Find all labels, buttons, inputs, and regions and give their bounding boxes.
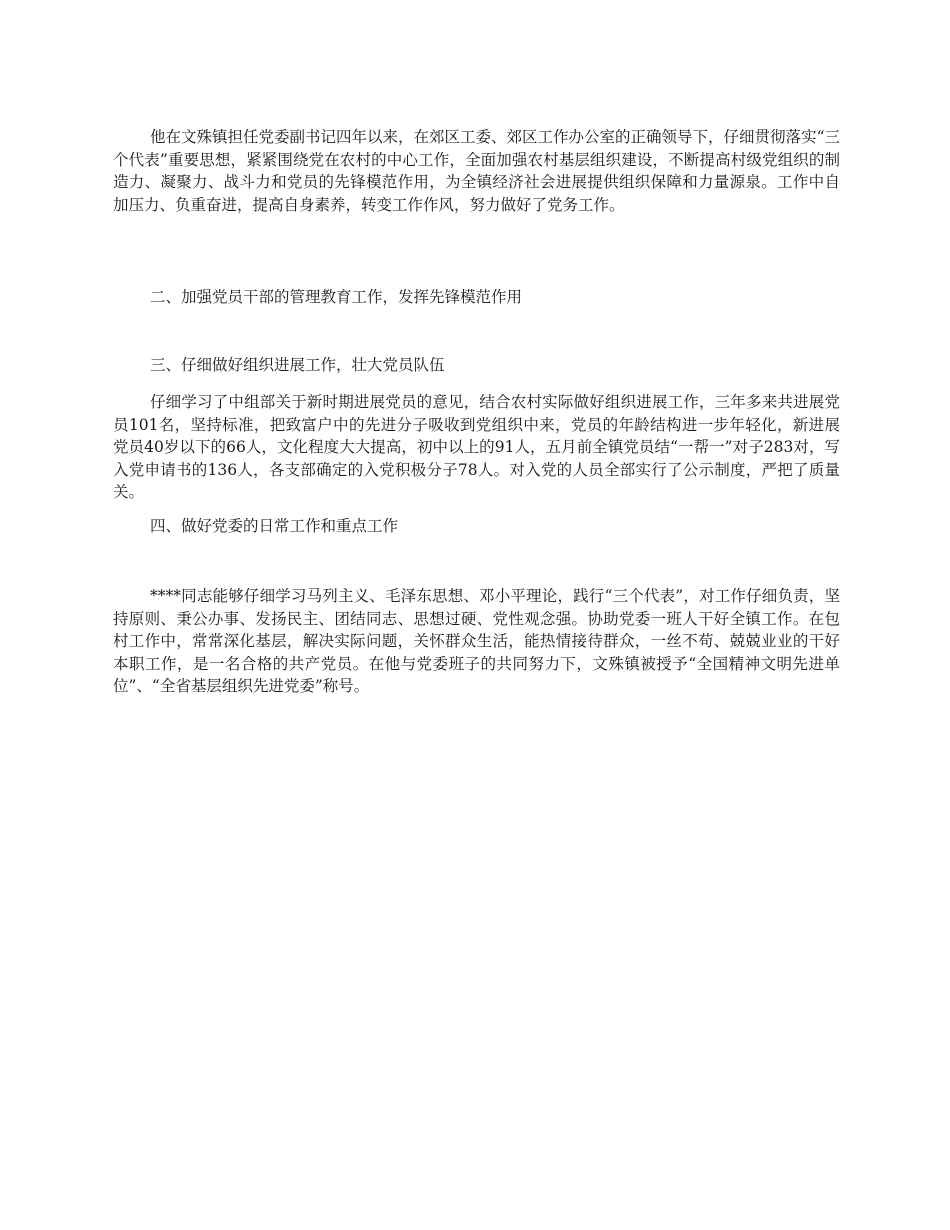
section-4-heading: 四、做好党委的日常工作和重点工作: [150, 517, 399, 535]
section-3-paragraph: 仔细学习了中组部关于新时期进展党员的意见，结合农村实际做好组织进展工作，三年多来共进展党员101名，坚持标准，把致富户中的先进分子吸收到党组织中来，党员的年龄结构进一步年轻化，新进展党员40岁以下的66人，文化程度大大提高，初中以上的91人，五月前全镇党员结“一帮一”对子283对，写入党申请书的136人，各支部确定的入党积极分子78人。对入党的人员全部实行了公示制度，严把了质量关。: [113, 393, 840, 502]
section-2-heading: 二、加强党员干部的管理教育工作，发挥先锋模范作用: [150, 288, 523, 306]
summary-paragraph: ****同志能够仔细学习马列主义、毛泽东思想、邓小平理论，践行“三个代表”，对工作仔细负责，坚持原则、秉公办事、发扬民主、团结同志、思想过硬、党性观念强。协助党委一班人干好全镇工作。在包村工作中，常常深化基层，解决实际问题，关怀群众生活，能热情接待群众，一丝不苟、兢兢业业的干好本职工作，是一名合格的共产党员。在他与党委班子的共同努力下，文殊镇被授予“全国精神文明先进单位”、“全省基层组织先进党委”称号。: [113, 587, 840, 696]
intro-paragraph: 他在文殊镇担任党委副书记四年以来，在郊区工委、郊区工作办公室的正确领导下，仔细贯彻落实“三个代表”重要思想，紧紧围绕党在农村的中心工作，全面加强农村基层组织建设，不断提高村级党组织的制造力、凝聚力、战斗力和党员的先锋模范作用，为全镇经济社会进展提供组织保障和力量源泉。工作中自加压力、负重奋进，提高自身素养，转变工作作风，努力做好了党务工作。: [113, 128, 840, 214]
section-3-heading: 三、仔细做好组织进展工作，壮大党员队伍: [150, 356, 445, 374]
